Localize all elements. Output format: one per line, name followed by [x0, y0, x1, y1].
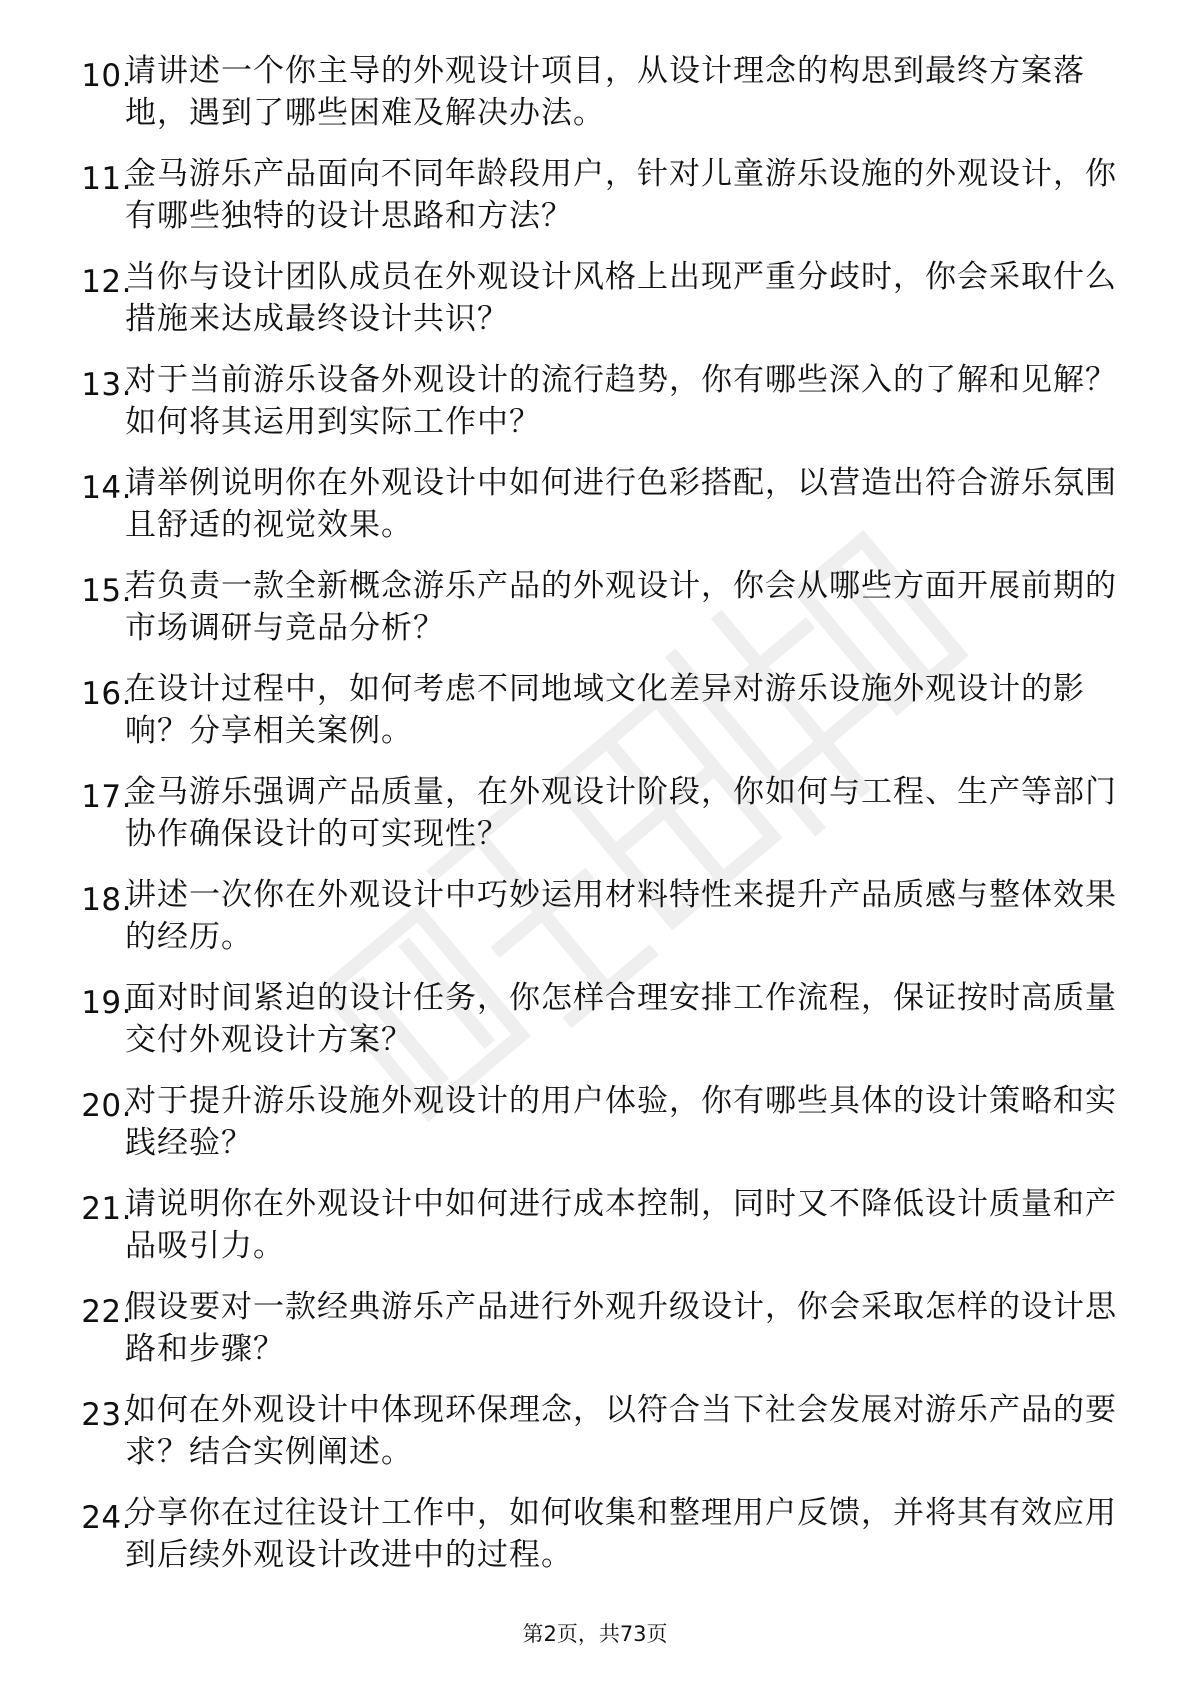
question-number: 14. [81, 470, 132, 506]
question-number: 17. [81, 779, 132, 815]
question-text: 假设要对一款经典游乐产品进行外观升级设计，你会采取怎样的设计思路和步骤？ [125, 1289, 1117, 1367]
question-item [0, 1492, 1190, 1595]
question-item [0, 359, 1190, 462]
question-item [0, 668, 1190, 771]
question-number: 15. [81, 573, 132, 609]
question-item [0, 153, 1190, 256]
question-item [0, 462, 1190, 565]
question-item [0, 1389, 1190, 1492]
question-list [0, 50, 1190, 1595]
question-text: 分享你在过往设计工作中，如何收集和整理用户反馈，并将其有效应用到后续外观设计改进中的过程。 [125, 1495, 1117, 1573]
question-number: 16. [81, 676, 132, 712]
question-number: 10. [81, 58, 132, 94]
question-number: 13. [81, 367, 132, 403]
question-text: 金马游乐强调产品质量，在外观设计阶段，你如何与工程、生产等部门协作确保设计的可实现性？ [125, 774, 1117, 852]
question-number: 11. [81, 161, 132, 197]
question-text: 在设计过程中，如何考虑不同地域文化差异对游乐设施外观设计的影响？分享相关案例。 [125, 671, 1085, 749]
question-text: 对于提升游乐设施外观设计的用户体验，你有哪些具体的设计策略和实践经验？ [125, 1083, 1117, 1161]
question-item [0, 565, 1190, 668]
page-number: 第2页，共73页 [522, 1622, 668, 1646]
question-item [0, 771, 1190, 874]
question-item [0, 977, 1190, 1080]
question-text: 请讲述一个你主导的外观设计项目，从设计理念的构思到最终方案落地，遇到了哪些困难及解决办法。 [125, 53, 1085, 131]
question-text: 若负责一款全新概念游乐产品的外观设计，你会从哪些方面开展前期的市场调研与竞品分析？ [125, 568, 1117, 646]
question-text: 当你与设计团队成员在外观设计风格上出现严重分歧时，你会采取什么措施来达成最终设计共识？ [125, 259, 1117, 337]
question-text: 金马游乐产品面向不同年龄段用户，针对儿童游乐设施的外观设计，你有哪些独特的设计思路和方法？ [125, 156, 1117, 234]
question-item [0, 1080, 1190, 1183]
question-item [0, 50, 1190, 153]
question-item [0, 874, 1190, 977]
question-item [0, 256, 1190, 359]
question-text: 请举例说明你在外观设计中如何进行色彩搭配，以营造出符合游乐氛围且舒适的视觉效果。 [125, 465, 1117, 543]
question-number: 24. [81, 1500, 132, 1536]
question-number: 12. [81, 264, 132, 300]
question-text: 对于当前游乐设备外观设计的流行趋势，你有哪些深入的了解和见解？如何将其运用到实际工作中？ [125, 362, 1117, 440]
question-text: 如何在外观设计中体现环保理念，以符合当下社会发展对游乐产品的要求？结合实例阐述。 [125, 1392, 1117, 1470]
question-item [0, 1183, 1190, 1286]
question-number: 21. [81, 1191, 132, 1227]
question-number: 18. [81, 882, 132, 918]
question-number: 20. [81, 1088, 132, 1124]
question-number: 23. [81, 1397, 132, 1433]
question-number: 19. [81, 985, 132, 1021]
question-number: 22. [81, 1294, 132, 1330]
question-item [0, 1286, 1190, 1389]
question-text: 请说明你在外观设计中如何进行成本控制，同时又不降低设计质量和产品吸引力。 [125, 1186, 1117, 1264]
question-text: 讲述一次你在外观设计中巧妙运用材料特性来提升产品质感与整体效果的经历。 [125, 877, 1117, 955]
question-text: 面对时间紧迫的设计任务，你怎样合理安排工作流程，保证按时高质量交付外观设计方案？ [125, 980, 1117, 1058]
